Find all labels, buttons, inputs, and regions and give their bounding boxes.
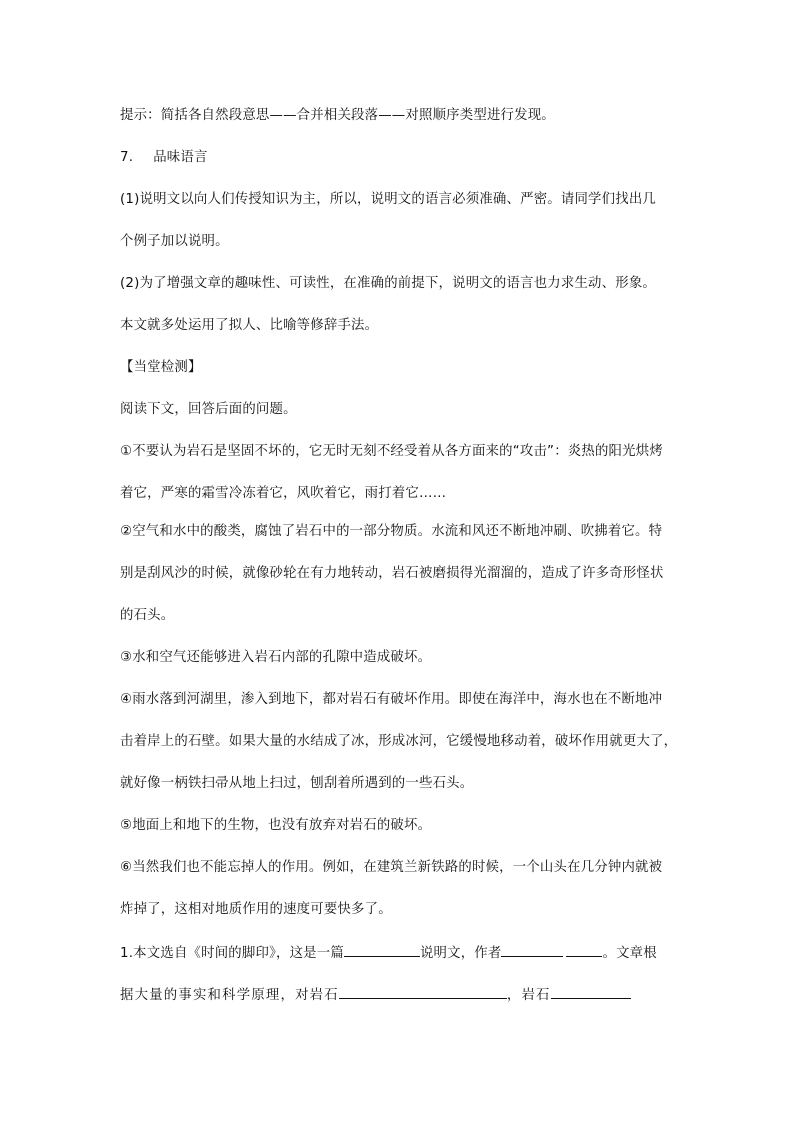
section-7-heading (120, 148, 680, 168)
question-1-line1 (120, 942, 680, 964)
answer-blank-rock-1[interactable] (339, 984, 507, 999)
paragraph-5-line1: ⑤地面上和地下的生物，也没有放弃对岩石的破坏。 (120, 818, 432, 833)
answer-blank-type[interactable] (344, 942, 420, 957)
section-number: 7. (120, 150, 134, 165)
question-1-text-a: 1.本文选自《时间的脚印》，这是一篇 (120, 946, 344, 961)
answer-blank-author-1[interactable] (501, 942, 563, 957)
question-1-text-b: 说明文，作者 (419, 946, 502, 961)
paragraph-4-line1: ④雨水落到河湖里，渗入到地下，都对岩石有破坏作用。即使在海洋中，海水也在不断地冲 (120, 692, 663, 707)
paragraph-1-line2: 着它，严寒的霜雪冷冻着它，风吹着它，雨打着它…… (120, 486, 447, 501)
question-1-text-d: 据大量的事实和科学原理，对岩石 (120, 988, 339, 1003)
item1-line1: (1)说明文以向人们传授知识为主，所以，说明文的语言必须准确、严密。请同学们找出几 (120, 192, 657, 207)
read-prompt: 阅读下文，回答后面的问题。 (120, 402, 297, 417)
paragraph-2-line2: 别是刮风沙的时候，就像砂轮在有力地转动，岩石被磨损得光溜溜的，造成了许多奇形怪状 (120, 566, 664, 581)
answer-blank-author-2[interactable] (566, 942, 602, 957)
paragraph-1-line1: ①不要认为岩石是坚固不坏的，它无时无刻不经受着从各方面来的“攻击”：炎热的阳光烘烤 (120, 444, 663, 459)
paragraph-2-line3: 的石头。 (120, 608, 175, 623)
paragraph-6-line2: 炸掉了，这相对地质作用的速度可要快多了。 (120, 902, 392, 917)
check-header: 【当堂检测】 (120, 360, 202, 375)
paragraph-4-line2: 击着岸上的石壁。如果大量的水结成了冰，形成冰河，它缓慢地移动着，破坏作用就更大了， (120, 734, 678, 749)
paragraph-2-line1: ②空气和水中的酸类，腐蚀了岩石中的一部分物质。水流和风还不断地冲刷、吹拂着它。特 (120, 524, 663, 539)
hint-text: 提示：简括各自然段意思——合并相关段落——对照顺序类型进行发现。 (120, 108, 555, 123)
item2-line1: (2)为了增强文章的趣味性、可读性，在准确的前提下，说明文的语言也力求生动、形象。 (120, 276, 657, 291)
paragraph-4-line3: 就好像一柄铁扫帚从地上扫过，刨刮着所遇到的一些石头。 (120, 776, 474, 791)
item1-line2: 个例子加以说明。 (120, 234, 229, 249)
question-1-text-c: 。文章根 (602, 946, 657, 961)
paragraph-6-line1: ⑥当然我们也不能忘掉人的作用。例如，在建筑兰新铁路的时候，一个山头在几分钟内就被 (120, 860, 663, 875)
paragraph-3-line1: ③水和空气还能够进入岩石内部的孔隙中造成破坏。 (120, 650, 432, 665)
answer-blank-rock-2[interactable] (551, 984, 631, 999)
question-1-line2 (120, 984, 680, 1006)
section-title: 品味语言 (153, 150, 208, 165)
question-1-text-e: ，岩石 (506, 988, 551, 1003)
item2-line2: 本文就多处运用了拟人、比喻等修辞手法。 (120, 318, 379, 333)
